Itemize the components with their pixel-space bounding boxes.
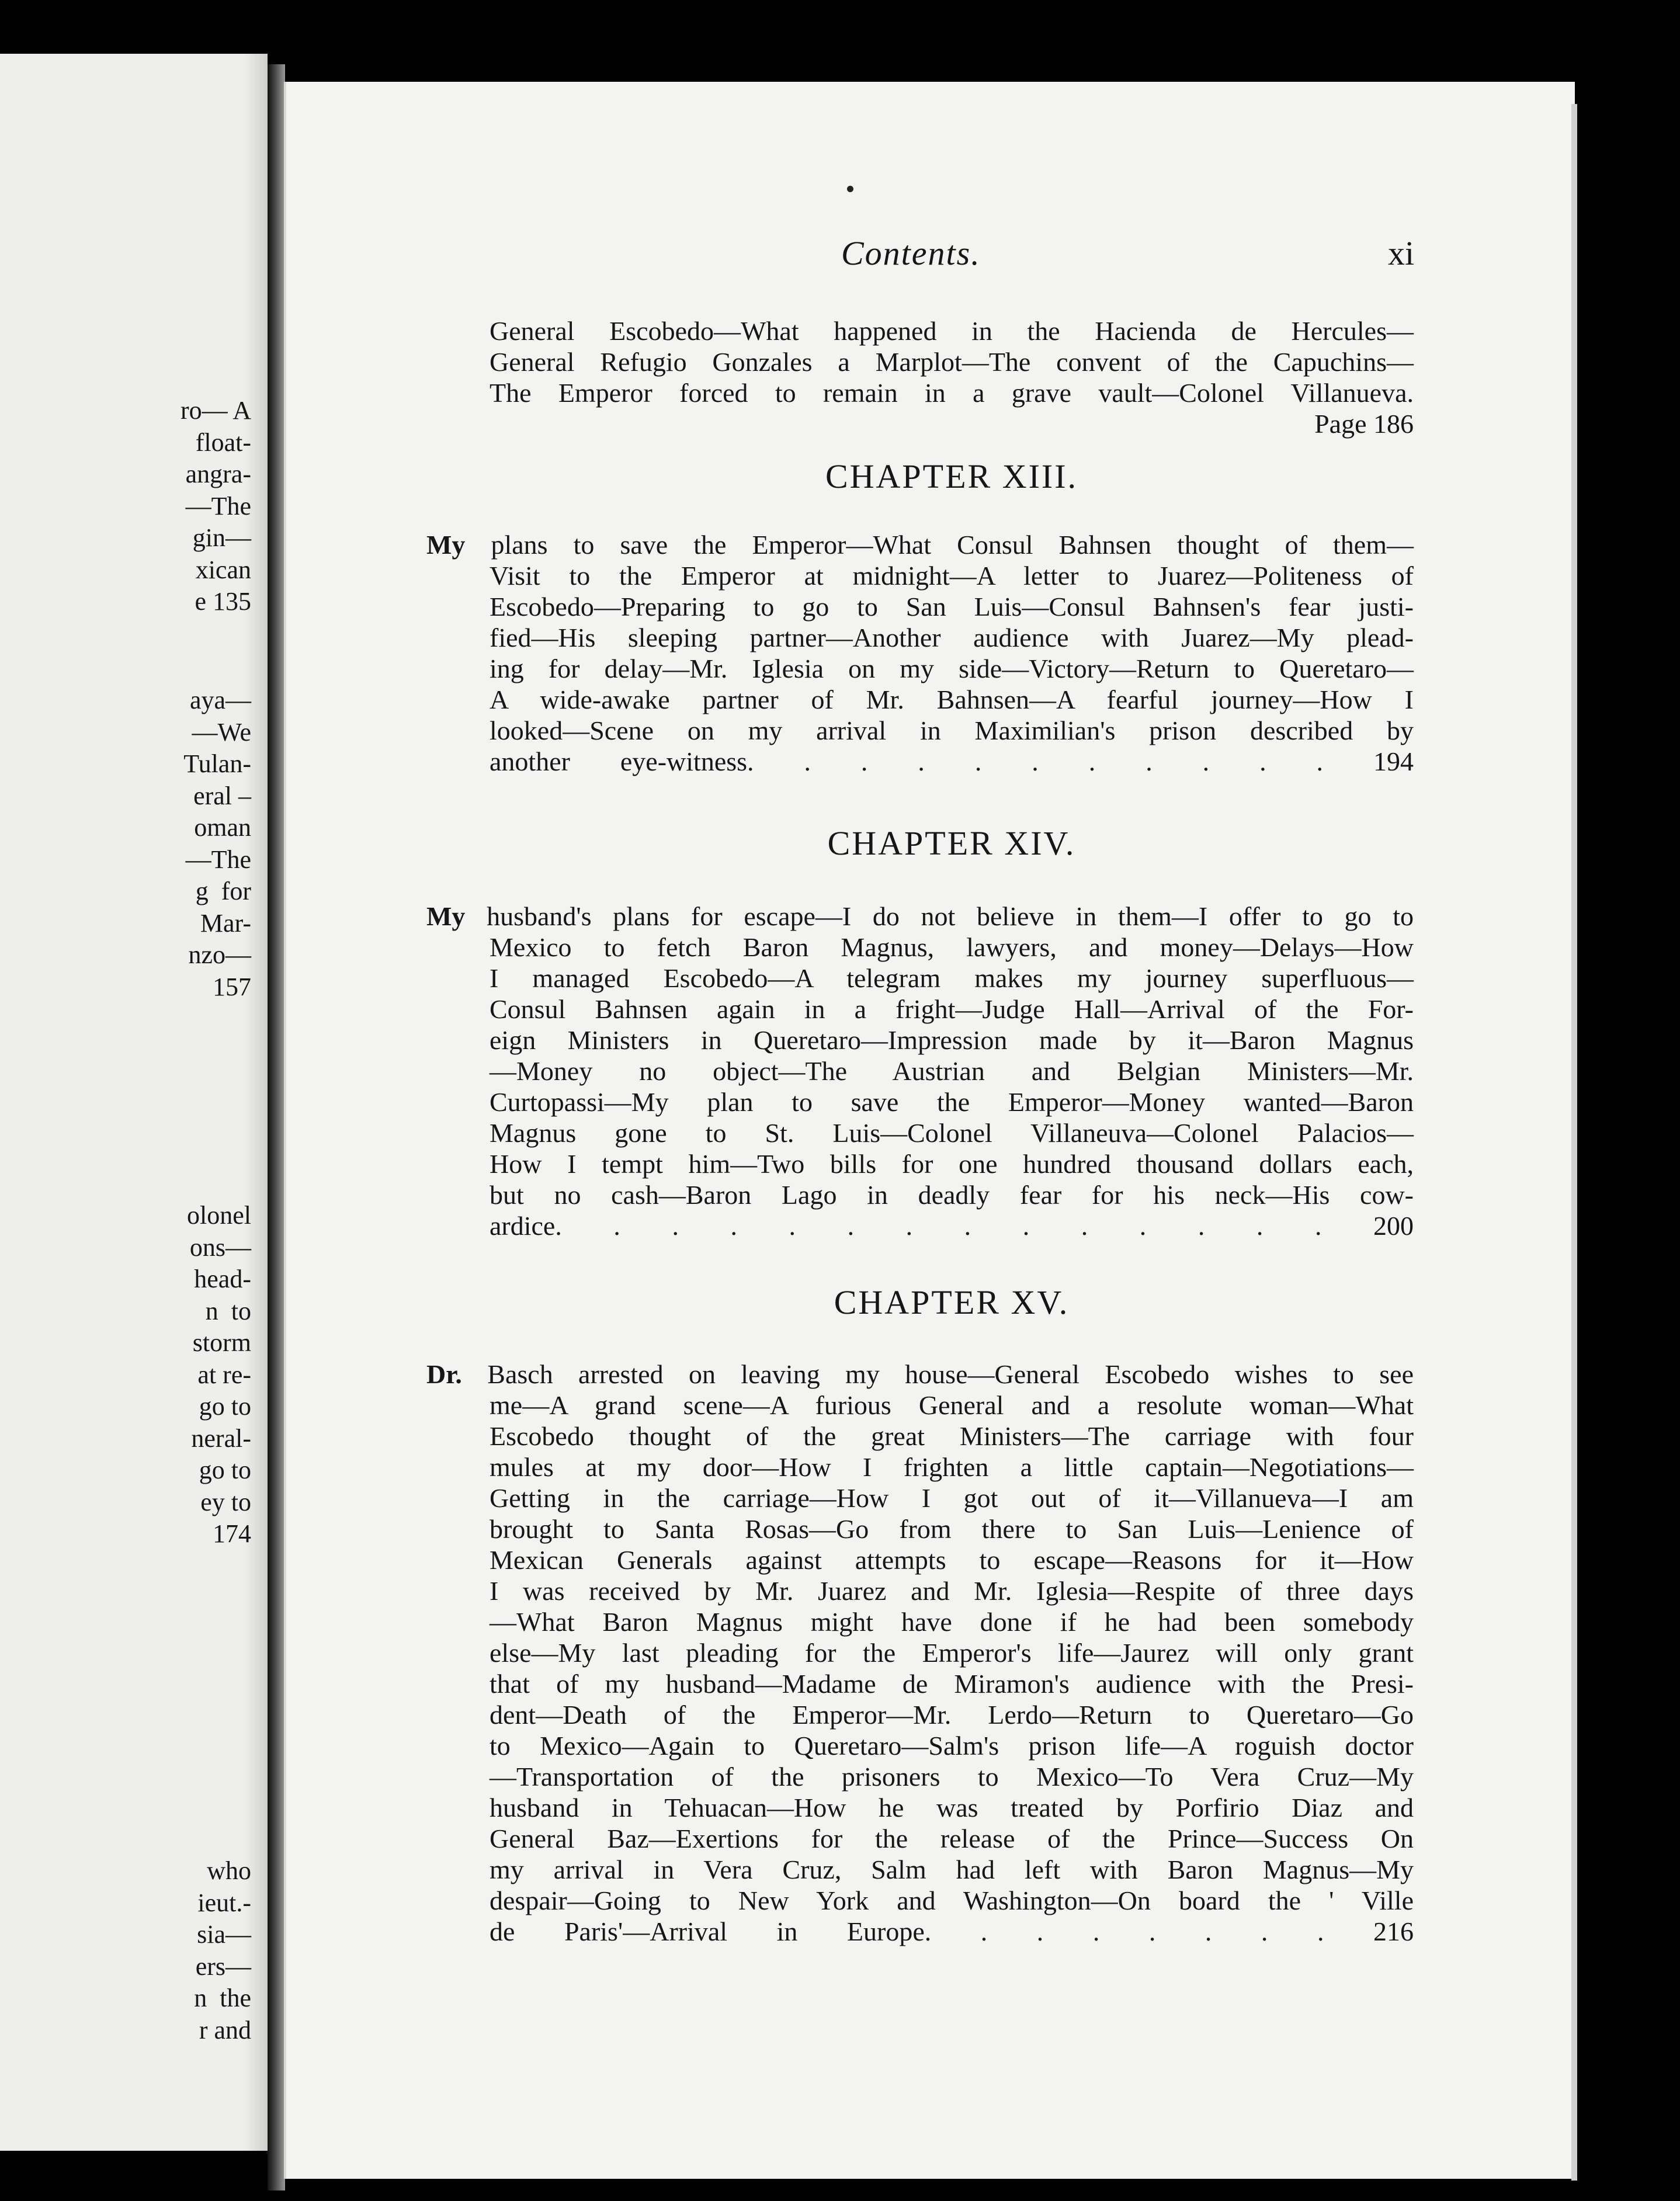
page-folio: xi: [1388, 234, 1415, 272]
summary-line: fied—His sleeping partner—Another audience with Juarez—My plead-: [490, 623, 1414, 652]
left-fragments-mid: [18, 685, 251, 1003]
left-fragment-line: ons—: [189, 1233, 251, 1262]
summary-line: A wide-awake partner of Mr. Bahnsen—A fearful journey—How I: [490, 685, 1414, 714]
summary-line: General Escobedo—What happened in the Hacienda de Hercules—: [490, 316, 1414, 346]
summary-line: Curtopassi—My plan to save the Emperor—Money wanted—Baron: [490, 1087, 1414, 1117]
left-fragment-line: —The: [185, 845, 251, 874]
summary-line: ing for delay—Mr. Iglesia on my side—Victory—Return to Queretaro—: [490, 654, 1414, 683]
spine-shadow: [244, 54, 268, 2151]
left-fragment-line: Mar-: [200, 908, 251, 938]
summary-text: Basch arrested on leaving my house—General Escobedo wishes to see: [487, 1359, 1414, 1389]
left-fragment-line: neral-: [191, 1424, 251, 1453]
page-reference: Page 186: [1314, 409, 1414, 439]
chapter-13-summary: [426, 529, 1414, 777]
left-fragment-line: —We: [192, 717, 251, 747]
left-fragment-line: ro— A: [181, 396, 251, 425]
left-fragment-line: Tulan-: [183, 749, 251, 778]
left-fragment-line: float-: [195, 428, 251, 457]
summary-line: Magnus gone to St. Luis—Colonel Villaneuva—Colonel Palacios—: [490, 1118, 1414, 1148]
summary-line: I was received by Mr. Juarez and Mr. Iglesia—Respite of three days: [490, 1576, 1414, 1606]
summary-line: husband in Tehuacan—How he was treated by Porfirio Diaz and: [490, 1793, 1414, 1822]
summary-text: husband's plans for escape—I do not believe in them—I offer to go to: [487, 901, 1414, 931]
summary-line: I managed Escobedo—A telegram makes my journey superfluous—: [490, 963, 1414, 993]
left-fragments-top: [18, 395, 251, 618]
left-fragment-line: n the: [194, 1984, 251, 2012]
page-edge: [1571, 104, 1577, 2181]
left-fragment-line: r and: [199, 2015, 251, 2044]
left-fragment-line: gin—: [192, 523, 251, 552]
chapter-14-summary: [426, 901, 1414, 1241]
left-fragment-line: go to: [199, 1456, 251, 1484]
left-fragment-line: angra-: [185, 460, 251, 488]
summary-line: How I tempt him—Two bills for one hundred thousand dollars each,: [490, 1149, 1414, 1179]
left-fragments-bottom: [18, 1855, 251, 2046]
summary-line: Consul Bahnsen again in a fright—Judge Hall—Arrival of the For-: [490, 994, 1414, 1024]
left-fragment-line: oman: [194, 813, 251, 842]
left-fragment-line: aya—: [189, 686, 251, 714]
summary-line: but no cash—Baron Lago in deadly fear for his neck—His cow-: [490, 1180, 1414, 1210]
summary-line: [426, 901, 1414, 932]
summary-line: dent—Death of the Emperor—Mr. Lerdo—Return to Queretaro—Go: [490, 1700, 1414, 1730]
summary-line: despair—Going to New York and Washington—On board the ' Ville: [490, 1886, 1414, 1915]
left-fragment-line: —The: [185, 491, 251, 520]
summary-line: Escobedo—Preparing to go to San Luis—Consul Bahnsen's fear justi-: [490, 592, 1414, 622]
summary-line: my arrival in Vera Cruz, Salm had left with Baron Magnus—My: [490, 1855, 1414, 1884]
chapter-15-heading: CHAPTER XV.: [834, 1283, 1070, 1321]
left-fragment-line: ieut.-: [197, 1888, 251, 1917]
left-fragment-line: olonel: [187, 1201, 251, 1230]
summary-line: looked—Scene on my arrival in Maximilian's prison described by: [490, 716, 1414, 745]
lead-word: Dr.: [426, 1359, 462, 1389]
left-fragment-line: xican: [195, 555, 251, 584]
chapter-12-summary: [490, 315, 1414, 439]
left-fragment-line: ers—: [195, 1952, 251, 1981]
left-fragment-line: n to: [205, 1296, 251, 1325]
left-fragment-line: head-: [194, 1265, 251, 1293]
left-fragment-line: 157: [213, 972, 251, 1001]
lead-word: My: [426, 901, 466, 931]
book-gutter: [268, 64, 285, 2190]
summary-line: [426, 1359, 1414, 1390]
left-fragments-low: [18, 1200, 251, 1550]
summary-line: The Emperor forced to remain in a grave vault—Colonel Villanueva.: [490, 378, 1414, 408]
left-fragment-line: 174: [213, 1519, 251, 1548]
print-speck: [847, 186, 853, 192]
lead-word: My: [426, 530, 466, 560]
left-fragment-line: e 135: [195, 587, 251, 616]
summary-line: —Transportation of the prisoners to Mexico—To Vera Cruz—My: [490, 1762, 1414, 1792]
summary-line: General Refugio Gonzales a Marplot—The convent of the Capuchins—: [490, 347, 1414, 377]
left-fragment-line: g for: [195, 877, 251, 905]
summary-line-with-page: de Paris'—Arrival in Europe. . . . . . . . 216: [490, 1917, 1414, 1946]
left-fragment-line: storm: [192, 1328, 251, 1357]
summary-line: mules at my door—How I frighten a little captain—Negotiations—: [490, 1452, 1414, 1482]
summary-line-with-page: ardice. . . . . . . . . . . . . . 200: [490, 1211, 1414, 1241]
chapter-13-heading: CHAPTER XIII.: [825, 457, 1078, 495]
left-fragment-line: go to: [199, 1392, 251, 1421]
summary-line: Mexican Generals against attempts to escape—Reasons for it—How: [490, 1545, 1414, 1575]
summary-line: Visit to the Emperor at midnight—A letter to Juarez—Politeness of: [490, 561, 1414, 591]
left-fragment-line: who: [207, 1856, 251, 1885]
summary-line: General Baz—Exertions for the release of the Prince—Success On: [490, 1824, 1414, 1853]
summary-line: —Money no object—The Austrian and Belgian Ministers—Mr.: [490, 1056, 1414, 1086]
summary-line: eign Ministers in Queretaro—Impression made by it—Baron Magnus: [490, 1025, 1414, 1055]
summary-line: Mexico to fetch Baron Magnus, lawyers, and money—Delays—How: [490, 932, 1414, 962]
left-facing-page: [0, 54, 268, 2151]
summary-text: plans to save the Emperor—What Consul Bahnsen thought of them—: [491, 530, 1414, 560]
summary-line: —What Baron Magnus might have done if he had been somebody: [490, 1607, 1414, 1637]
left-fragment-line: eral –: [193, 781, 251, 810]
summary-line-with-page: another eye-witness. . . . . . . . . . . 194: [490, 747, 1414, 776]
summary-line: Getting in the carriage—How I got out of it—Villanueva—I am: [490, 1483, 1414, 1513]
left-fragment-line: at re-: [197, 1360, 251, 1389]
summary-line: else—My last pleading for the Emperor's life—Jaurez will only grant: [490, 1638, 1414, 1668]
chapter-15-summary: [426, 1359, 1414, 1947]
summary-line: me—A grand scene—A furious General and a resolute woman—What: [490, 1390, 1414, 1420]
left-fragment-line: nzo—: [188, 940, 251, 969]
summary-line: that of my husband—Madame de Miramon's audience with the Presi-: [490, 1669, 1414, 1699]
summary-line: brought to Santa Rosas—Go from there to San Luis—Lenience of: [490, 1514, 1414, 1544]
running-head: Contents.: [841, 234, 981, 272]
left-fragment-line: sia—: [197, 1920, 251, 1949]
summary-line: to Mexico—Again to Queretaro—Salm's prison life—A roguish doctor: [490, 1731, 1414, 1761]
summary-line: Escobedo thought of the great Ministers—The carriage with four: [490, 1421, 1414, 1451]
left-fragment-line: ey to: [200, 1487, 251, 1516]
chapter-14-heading: CHAPTER XIV.: [827, 824, 1076, 862]
summary-line: [426, 529, 1414, 560]
